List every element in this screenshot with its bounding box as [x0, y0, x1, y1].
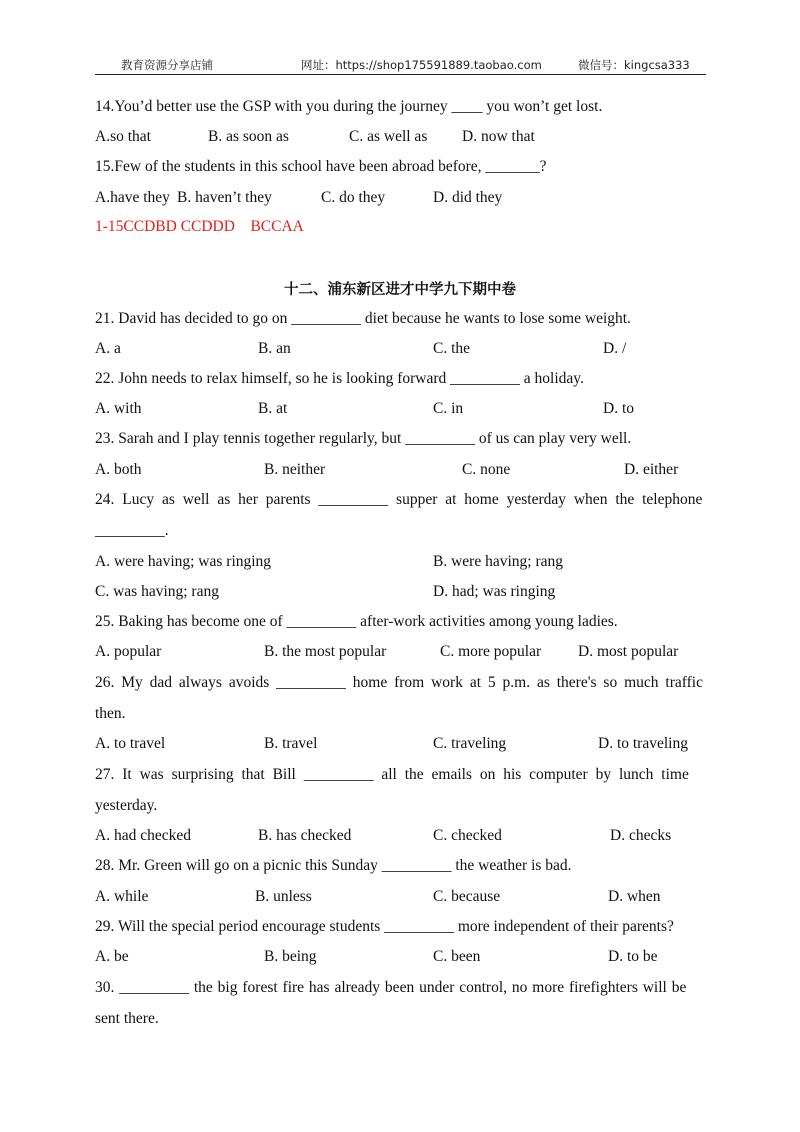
page-header — [95, 57, 706, 75]
option-c: C. traveling — [433, 735, 507, 752]
option-a: A. while — [95, 888, 149, 905]
option-a: A. had checked — [95, 827, 191, 844]
shop-url: 网址：https://shop175591889.taobao.com — [301, 58, 542, 72]
question-stem: 26. My dad always avoids _________ home from work at 5 p.m. as there's so much traffic — [95, 674, 703, 691]
question-stem: 23. Sarah and I play tennis together regularly, but _________ of us can play very well. — [95, 430, 632, 447]
option-a: A. a — [95, 340, 121, 357]
option-c: C. been — [433, 948, 481, 965]
answer-key: 1-15CCDBD CCDDD BCCAA — [95, 218, 304, 235]
option-c: C. do they — [321, 189, 386, 206]
option-c: C. in — [433, 400, 464, 417]
option-b: B. has checked — [258, 827, 352, 844]
option-b: B. an — [258, 340, 291, 357]
option-d: D. to traveling — [598, 735, 688, 752]
option-c: C. was having; rang — [95, 583, 219, 600]
option-c: C. none — [462, 461, 511, 478]
option-d: D. checks — [610, 827, 672, 844]
option-c: C. because — [433, 888, 501, 905]
option-b: B. the most popular — [264, 643, 387, 660]
option-d: D. most popular — [578, 643, 679, 660]
option-b: B. neither — [264, 461, 326, 478]
option-b: B. unless — [255, 888, 312, 905]
option-d: D. when — [608, 888, 661, 905]
option-a: A. with — [95, 400, 142, 417]
option-d: D. to be — [608, 948, 658, 965]
option-d: D. did they — [433, 189, 503, 206]
option-a: A. were having; was ringing — [95, 553, 272, 570]
question-stem-continued: then. — [95, 705, 126, 722]
question-stem-continued: sent there. — [95, 1010, 159, 1027]
option-b: B. as soon as — [208, 128, 289, 145]
option-d: D. either — [624, 461, 679, 478]
option-c: C. as well as — [349, 128, 428, 145]
option-a: A.so that — [95, 128, 151, 145]
question-stem: 28. Mr. Green will go on a picnic this Sunday _________ the weather is bad. — [95, 857, 572, 874]
question-stem-continued: yesterday. — [95, 797, 158, 814]
question-stem: 14.You’d better use the GSP with you during the journey ____ you won’t get lost. — [95, 98, 603, 115]
question-stem-continued: _________. — [95, 522, 169, 539]
option-a: A. popular — [95, 643, 162, 660]
option-a: A. be — [95, 948, 129, 965]
question-stem: 29. Will the special period encourage students _________ more independent of their parents? — [95, 918, 674, 935]
option-b: B. haven’t they — [177, 189, 272, 206]
section-title: 十二、浦东新区进才中学九下期中卷 — [284, 282, 516, 298]
question-stem: 15.Few of the students in this school have been abroad before, _______? — [95, 158, 547, 175]
option-d: D. now that — [462, 128, 535, 145]
shop-name: 教育资源分享店铺 — [121, 58, 213, 72]
option-b: B. travel — [264, 735, 318, 752]
option-b: B. being — [264, 948, 317, 965]
question-stem: 27. It was surprising that Bill _________ all the emails on his computer by lunch time — [95, 766, 689, 783]
option-b: B. at — [258, 400, 288, 417]
option-a: A. to travel — [95, 735, 166, 752]
question-stem: 22. John needs to relax himself, so he is looking forward _________ a holiday. — [95, 370, 584, 387]
question-stem: 30. _________ the big forest fire has already been under control, no more firefighters will be — [95, 979, 687, 996]
question-stem: 21. David has decided to go on _________ diet because he wants to lose some weight. — [95, 310, 631, 327]
option-c: C. checked — [433, 827, 502, 844]
question-stem: 24. Lucy as well as her parents _________ supper at home yesterday when the telephone — [95, 491, 703, 508]
option-d: D. had; was ringing — [433, 583, 556, 600]
option-c: C. the — [433, 340, 471, 357]
option-d: D. to — [603, 400, 634, 417]
option-a: A.have they — [95, 189, 170, 206]
option-a: A. both — [95, 461, 142, 478]
option-c: C. more popular — [440, 643, 542, 660]
wechat-id: 微信号：kingcsa333 — [578, 58, 690, 72]
option-d: D. / — [603, 340, 627, 357]
question-stem: 25. Baking has become one of _________ after-work activities among young ladies. — [95, 613, 618, 630]
option-b: B. were having; rang — [433, 553, 563, 570]
header-divider — [95, 74, 706, 75]
